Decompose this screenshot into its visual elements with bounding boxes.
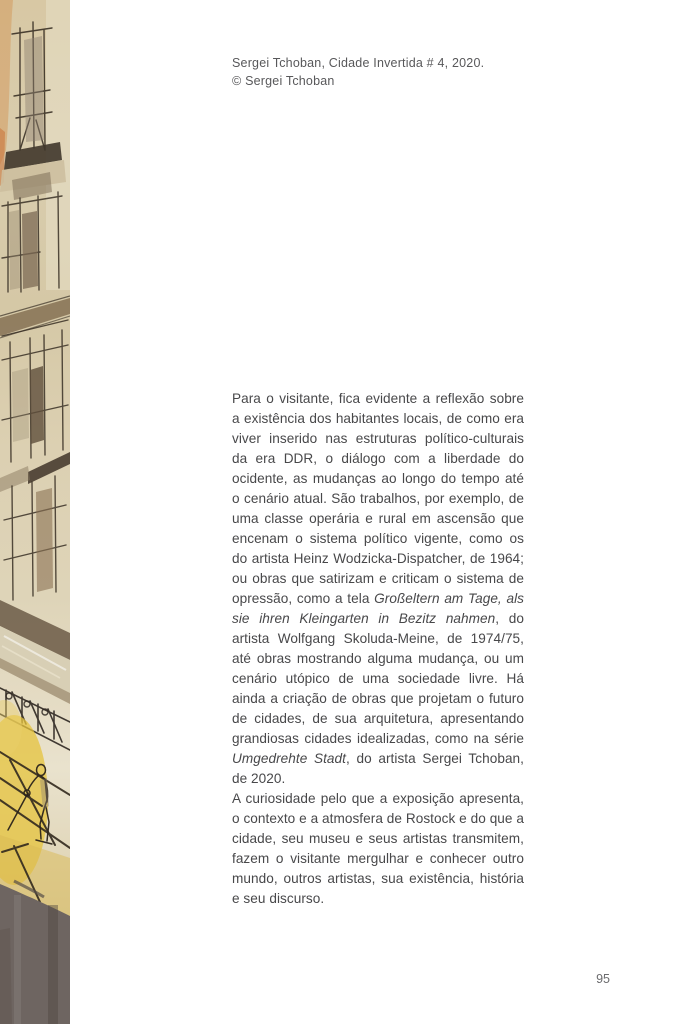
body-paragraph: A curiosidade pelo que a exposição apresenta, o contexto e a atmosfera de Rostock e do que a cidade, seu museu e seus artistas transmitem, fazem o visitante mergulhar e conhecer outro mundo, outros artistas, sua existência, história e seu discurso. [232, 791, 524, 906]
watercolor-sketch-image [0, 0, 70, 1024]
artwork-caption [232, 55, 562, 90]
page-number: 95 [596, 972, 610, 986]
caption-line-title: Sergei Tchoban, Cidade Invertida # 4, 2020. [232, 56, 485, 70]
caption-line-copyright: © Sergei Tchoban [232, 73, 335, 88]
body-paragraph: Para o visitante, fica evidente a reflexão sobre a existência dos habitantes locais, de como era viver inserido nas estruturas político-culturais da era DDR, o diálogo com a liberdade do ocidente, as mudanças ao longo do tempo até o cenário atual. São trabalhos, por exemplo, de uma classe operária e rural em ascensão que encenam o sistema político vigente, como os do artista Heinz Wodzicka-Dispatcher, de 1964; ou obras que satirizam e criticam o sistema de opressão, como a tela Großeltern am Tage, als sie ihren Kleingarten in Bezitz nahmen, do artista Wolfgang Skoluda-Meine, de 1974/75, até obras mostrando alguma mudança, ou um cenário utópico de uma sociedade livre. Há ainda a criação de obras que projetam o futuro de cidades, de sua arquitetura, apresentando grandiosas cidades idealizadas, como na série Umgedrehte Stadt, do artista Sergei Tchoban, de 2020. [232, 391, 524, 786]
artwork-watercolor-facade [0, 0, 70, 1024]
body-text [232, 389, 524, 909]
